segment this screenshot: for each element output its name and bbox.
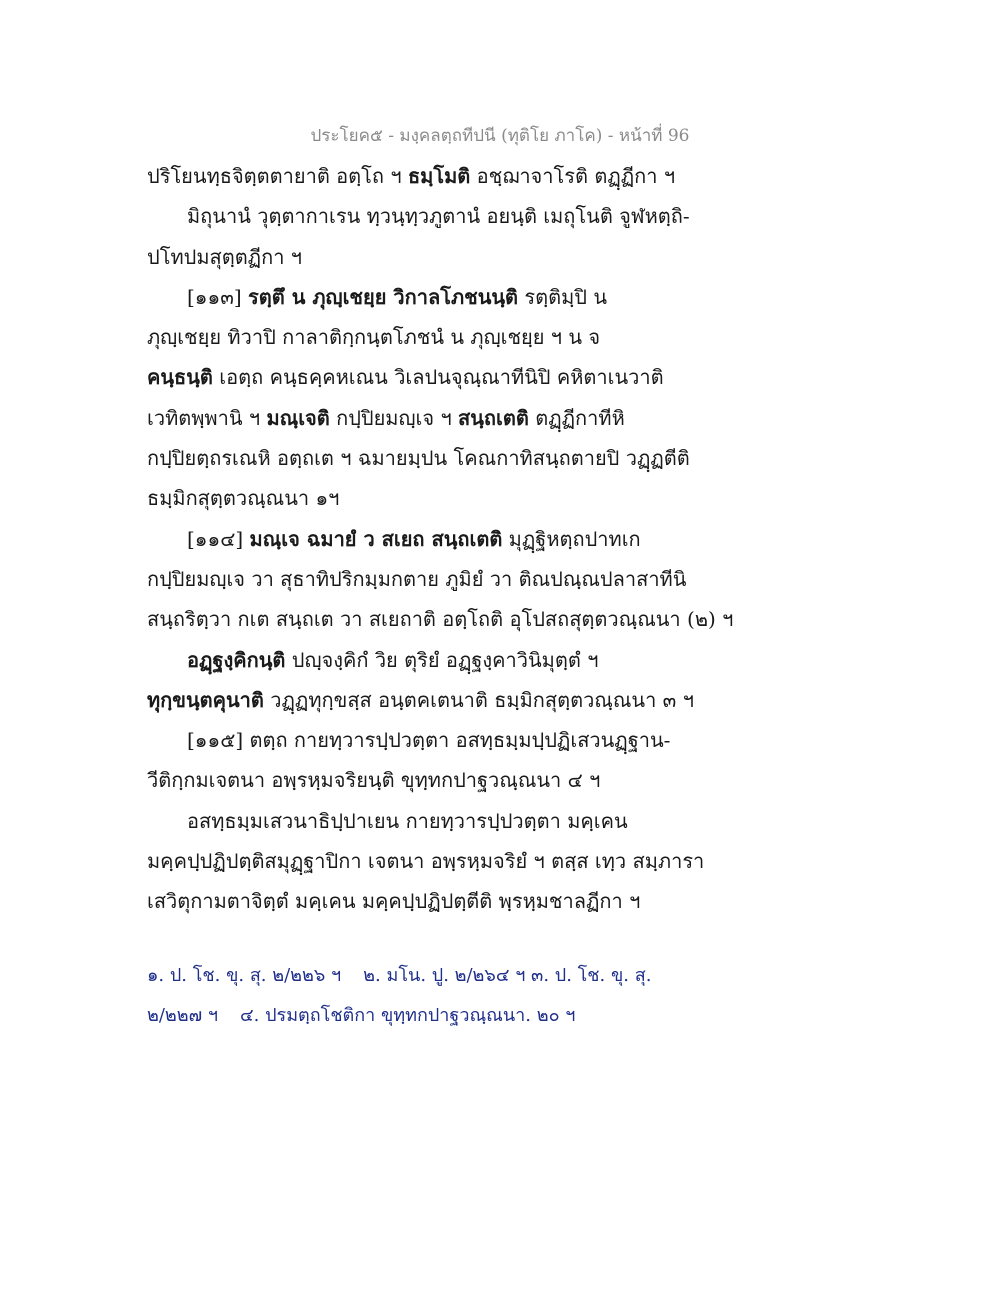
text-line [147,841,859,881]
paragraph [147,196,859,277]
text-run: ปญฺจงฺคิกํ วิย ตุริยํ อฏฺฐงฺคาวินิมุตฺตํ ฯ [285,647,599,672]
bold-term: อฏฺฐงฺคิกนฺติ [187,647,286,672]
paragraph [147,156,859,196]
text-run: กปฺปิยตฺถรเณหิ อตฺถเต ฯ ฉมายมฺปน โคณกาทิสนฺถตายปิ วฏฺฏตีติ [147,446,690,471]
text-line [147,196,859,236]
text-line [147,398,859,438]
text-line [147,801,859,841]
bold-term: ธมฺโมติ [407,164,471,188]
text-line [147,519,859,559]
text-run: ปโทปมสุตฺตฏีกา ฯ [147,244,303,269]
text-run: กปฺปิยมญฺเจ ฯ [329,405,459,430]
footnotes [147,956,859,1036]
bold-term: มณฺเจติ [266,405,330,430]
text-run: เอตฺถ คนฺธคฺคหเณน วิเลปนจุณฺณาทีนิปิ คหิตาเนวาติ [212,365,664,390]
bold-term: คนฺธนฺติ [147,365,213,390]
text-run: ปริโยนทฺธจิตฺตตายาติ อตฺโถ ฯ [147,164,408,188]
bold-term: สนฺถเตติ [458,405,529,430]
text-run: มุฏฺฐิหตฺถปาทเก [502,526,641,551]
paragraph [147,640,859,721]
text-run: ธมฺมิกสุตฺตวณฺณนา ๑ฯ [147,486,340,511]
text-line [147,720,859,760]
footnote-line [147,956,859,996]
text-run: วฏฺฏทุกฺขสฺส อนฺตคเตนาติ ธมฺมิกสุตฺตวณฺณนา ๓ ฯ [263,687,694,712]
text-line [147,277,859,317]
text-line [147,760,859,800]
text-run: ภุญฺเชยฺย ทิวาปิ กาลาติกฺกนฺตโภชนํ น ภุญฺเชยฺย ฯ น จ [147,325,601,350]
text-line [147,357,859,397]
paragraph [147,519,859,640]
text-run: อสทฺธมฺมเสวนาธิปฺปาเยน กายทฺวารปฺปวตฺตา มคฺเคน [187,808,628,833]
text-run: [๑๑๕] ตตฺถ กายทฺวารปฺปวตฺตา อสทฺธมฺมปฺปฏิเสวนฏฺฐาน- [187,728,671,753]
text-line [147,881,859,921]
bold-term: มณฺเจ ฉมายํ ว สเยถ สนฺถเตติ [249,526,503,551]
text-run: [๑๑๓] [187,284,249,309]
text-line [147,317,859,357]
text-run: มคฺคปฺปฏิปตฺติสมุฏฺฐาปิกา เจตนา อพฺรหฺมจริยํ ฯ ตสฺส เทฺว สมฺภารา [147,849,705,874]
text-run: [๑๑๔] [187,526,250,551]
footnote-3-cont: ๒/๒๒๗ ฯ [147,1005,219,1026]
text-run: อชฺฌาจาโรติ ตฏฺฏีกา ฯ [470,164,676,188]
text-line [147,599,859,639]
text-run: เสวิตุกามตาจิตฺตํ มคฺเคน มคฺคปฺปฏิปตฺตีติ พฺรหฺมชาลฏีกา ฯ [147,889,641,914]
page-header [0,122,1000,149]
text-line [147,559,859,599]
text-run: ตฏฺฏีกาทีหิ [528,405,625,430]
footnote-1: ๑. ป. โช. ขุ. สุ. ๒/๒๒๖ ฯ [147,965,342,986]
text-run: วีติกฺกมเจตนา อพฺรหฺมจริยนฺติ ขุทฺทกปาฐวณฺณนา ๔ ฯ [147,768,601,793]
footnote-4: ๔. ปรมตฺถโชติกา ขุทฺทกปาฐวณฺณนา. ๒๐ ฯ [240,1005,576,1026]
page-header-text: ประโยค๕ - มงฺคลตฺถทีปนี (ทุติโย ภาโค) - หน้าที่ 96 [310,126,690,146]
text-line [147,237,859,277]
text-line [147,438,859,478]
footnote-line [147,996,859,1036]
text-run: มิถุนานํ วุตฺตากาเรน ทฺวนฺทฺวภูตานํ อยนฺติ เมถุโนติ จูฬหตฺถิ- [187,204,690,229]
text-run: สนฺถริตฺวา กเต สนฺถเต วา สเยถาติ อตฺโถติ อุโปสถสุตฺตวณฺณนา (๒) ฯ [147,607,734,632]
paragraph [147,801,859,922]
paragraph [147,277,859,519]
paragraph [147,720,859,801]
document-body [147,156,859,922]
text-run: รตฺติมฺปิ น [518,284,608,309]
text-line [147,640,859,680]
bold-term: ทุกฺขนฺตคุนาติ [147,687,264,712]
text-run: เวทิตพฺพานิ ฯ [147,405,267,430]
footnote-2-3: ๒. มโน. ปู. ๒/๒๖๔ ฯ ๓. ป. โช. ขุ. สุ. [363,965,652,986]
text-run: กปฺปิยมญฺเจ วา สุธาทิปริกมฺมกตาย ภูมิยํ วา ติณปณฺณปลาสาทีนิ [147,566,687,591]
text-line [147,156,859,196]
text-line [147,680,859,720]
text-line [147,478,859,518]
bold-term: รตฺตึ น ภุญฺเชยฺย วิกาลโภชนนฺติ [248,284,519,309]
